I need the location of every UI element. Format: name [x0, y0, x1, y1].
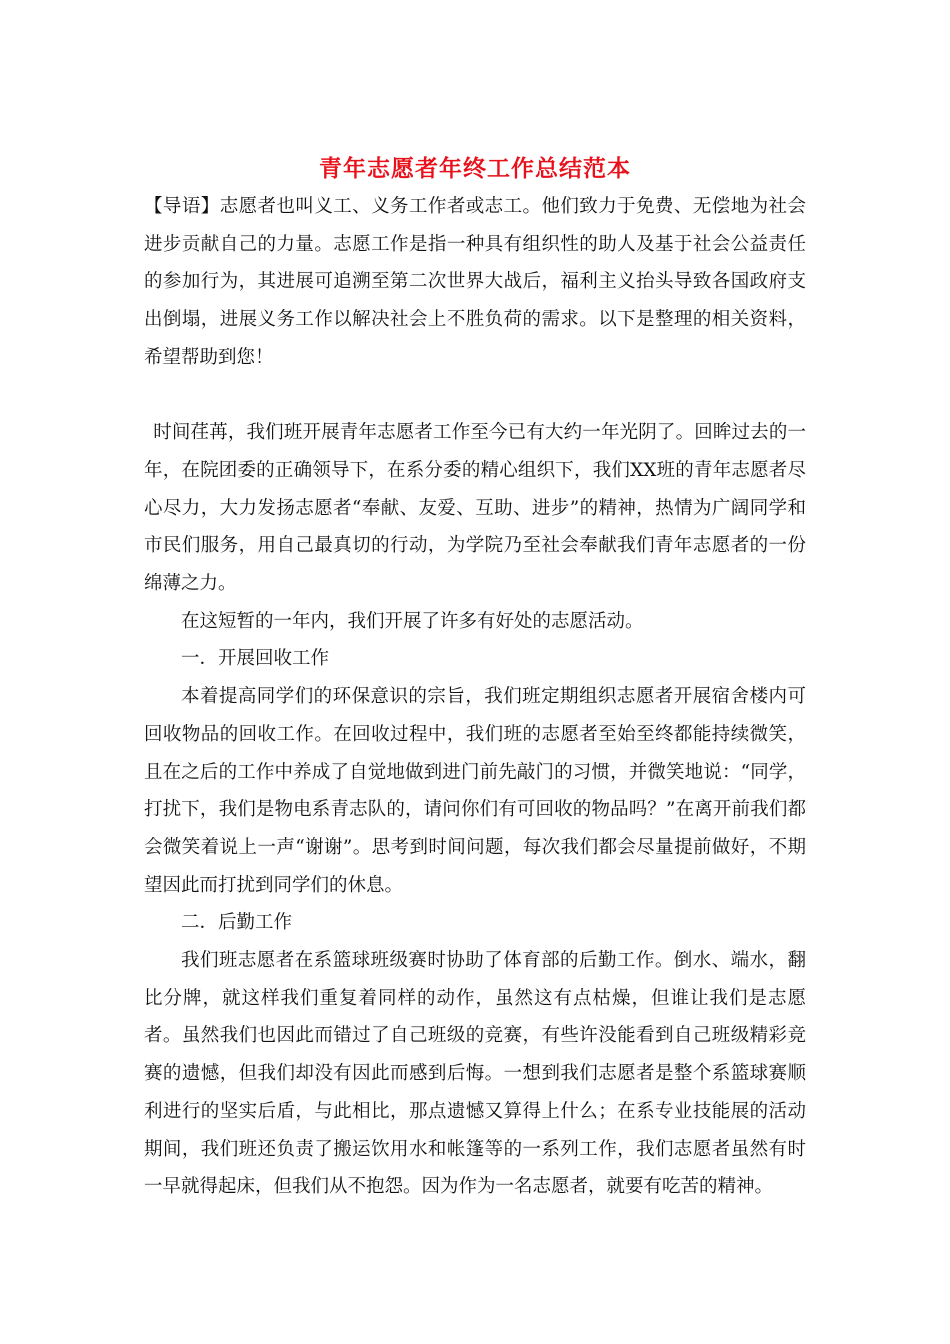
section-heading-2: 二．后勤工作 [181, 912, 293, 934]
body-paragraph-3: 本着提高同学们的环保意识的宗旨，我们班定期组织志愿者开展宿舍楼内可回收物品的回收工作。在回收过程中，我们班的志愿者至始至终都能持续微笑，且在之后的工作中养成了自觉地做到进门前先敲门的习惯，并微笑地说：“同学，打扰下，我们是物电系青志队的，请问你们有可回收的物品吗？”在离开前我们都会微笑着说上一声“谢谢”。思考到时间问题，每次我们都会尽量提前做好，不期望因此而打扰到同学们的休息。 [144, 686, 806, 896]
body-paragraph-2: 在这短暂的一年内，我们开展了许多有好处的志愿活动。 [181, 610, 644, 632]
document-title: 青年志愿者年终工作总结范本 [319, 155, 631, 182]
blank-line [144, 377, 806, 415]
body-paragraph-4: 我们班志愿者在系篮球班级赛时协助了体育部的后勤工作。倒水、端水，翻比分牌，就这样我们重复着同样的动作，虽然这有点枯燥，但谁让我们是志愿者。虽然我们也因此而错过了自己班级的竞赛，有些许没能看到自己班级精彩竞赛的遗憾，但我们却没有因此而感到后悔。一想到我们志愿者是整个系篮球赛顺利进行的坚实后盾，与此相比，那点遗憾又算得上什么；在系专业技能展的活动期间，我们班还负责了搬运饮用水和帐篷等的一系列工作，我们志愿者虽然有时一早就得起床，但我们从不抱怨。因为作为一名志愿者，就要有吃苦的精神。 [144, 950, 806, 1198]
body-paragraph-1: 时间荏苒，我们班开展青年志愿者工作至今已有大约一年光阴了。回眸过去的一年，在院团委的正确领导下，在系分委的精心组织下，我们XX班的青年志愿者尽心尽力，大力发扬志愿者“奉献、友爱、互助、进步”的精神，热情为广阔同学和市民们服务，用自己最真切的行动，为学院乃至社会奉献我们青年志愿者的一份绵薄之力。 [144, 422, 806, 595]
intro-paragraph: 【导语】志愿者也叫义工、义务工作者或志工。他们致力于免费、无偿地为社会进步贡献自己的力量。志愿工作是指一种具有组织性的助人及基于社会公益责任的参加行为，其进展可追溯至第二次世界大战后，福利主义抬头导致各国政府支出倒塌，进展义务工作以解决社会上不胜负荷的需求。以下是整理的相关资料，希望帮助到您！ [144, 196, 806, 368]
section-heading-1: 一．开展回收工作 [181, 648, 330, 670]
document-body [144, 150, 806, 1206]
